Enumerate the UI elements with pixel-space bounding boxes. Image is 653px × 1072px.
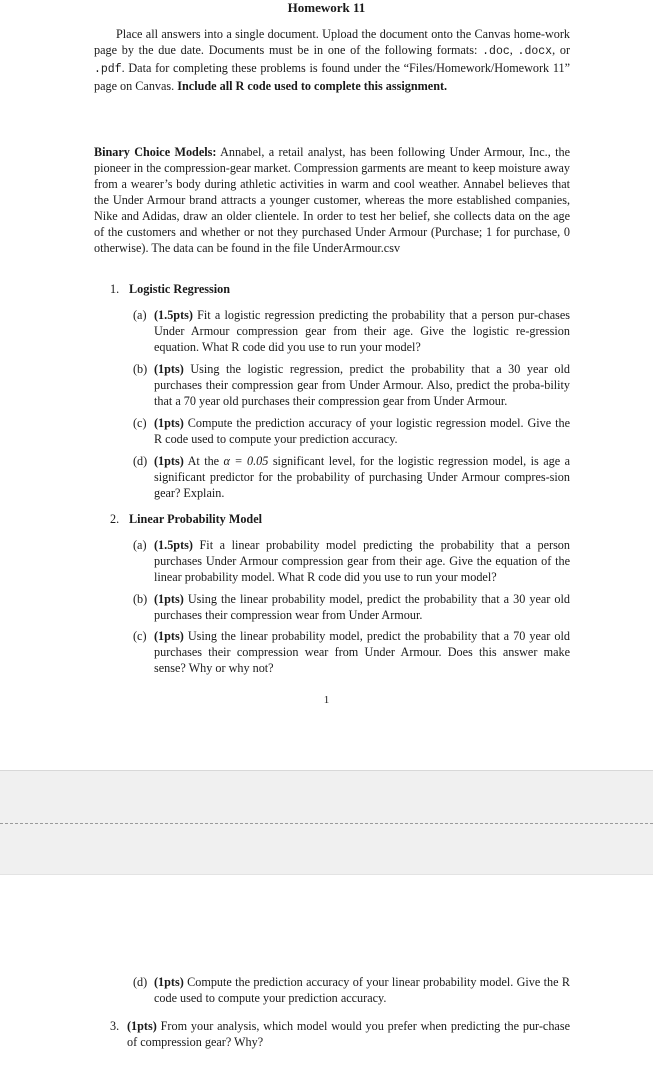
page-2 bbox=[0, 874, 653, 1072]
question-1a: (a) (1.5pts) Fit a logistic regression predicting the probability that a person pur-chases Under Armour compression gear from their age. Give the logistic re-gression equation. What R code did you use to run your model? bbox=[133, 308, 570, 354]
question-2c: (c) (1pts) Using the linear probability model, predict the probability that a 70 year old purchases their compression wear from Under Armour. Does this answer make sense? Why or why not? bbox=[133, 629, 570, 675]
binary-choice-paragraph bbox=[94, 144, 570, 256]
binary-choice-body: Annabel, a retail analyst, has been following Under Armour, Inc., the pioneer in the compression-gear market. Compression garments are meant to keep moisture away from a wearer’s body during athletic activities in warm and cool weather. Annabel believes that the Under Armour brand attracts a younger customer, whereas the more established companies, Nike and Adidas, draw an older clientele. In order to test her belief, she collects data on the age of the customers and whether or not they purchased Under Armour (Purchase; 1 for purchase, 0 otherwise). The data can be found in the file UnderArmour.csv bbox=[94, 145, 570, 255]
section-2-heading: 2. Linear Probability Model bbox=[110, 512, 262, 526]
instructions-paragraph: Place all answers into a single document. Upload the document onto the Canvas home-work page by the due date. Documents must be in one of the following formats: .doc, .docx, or .pdf. Data for completing these problems is found under the “Files/Homework/Homework 11” page on Canvas. Include all R code used to complete this assignment. bbox=[94, 27, 570, 93]
question-2b: (b) (1pts) Using the linear probability model, predict the probability that a 30 year old purchases their compression wear from Under Armour. bbox=[133, 592, 570, 622]
binary-choice-heading: Binary Choice Models: bbox=[94, 145, 217, 159]
instructions-text-1: Place all answers into a single document. Upload the document onto the Canvas home-work page by the due date. Documents must be in one of the following formats: bbox=[94, 27, 570, 57]
format-doc: .doc bbox=[482, 45, 510, 58]
question-2d: (d) (1pts) Compute the prediction accuracy of your linear probability model. Give the R code used to compute your prediction accuracy. bbox=[133, 975, 570, 1005]
section-1-heading: 1. Logistic Regression bbox=[110, 282, 231, 296]
section-2-title: Linear Probability Model bbox=[129, 512, 262, 526]
document-title: Homework 11 bbox=[287, 0, 366, 15]
page-break-gap bbox=[0, 770, 653, 875]
page-break-divider bbox=[0, 823, 653, 824]
format-pdf: .pdf bbox=[94, 63, 122, 76]
page-number: 1 bbox=[323, 694, 330, 706]
question-3: 3. (1pts) From your analysis, which model would you prefer when predicting the pur-chase of compression gear? Why? bbox=[110, 1019, 570, 1049]
question-1b: (b) (1pts) Using the logistic regression, predict the probability that a 30 year old purchases their compression gear from Under Armour. Also, predict the proba-bility that a 70 year old purchases their compression gear from Under Armour. bbox=[133, 362, 570, 408]
instructions-bold-note: Include all R code used to complete this assignment. bbox=[177, 79, 448, 93]
format-docx: .docx bbox=[517, 45, 553, 58]
question-1d: (d) (1pts) At the α = 0.05 significant level, for the logistic regression model, is age a significant predictor for the probability of purchasing Under Armour compres-sion gear? Explain. bbox=[133, 454, 571, 500]
alpha-expression: α = 0.05 bbox=[223, 454, 269, 468]
question-2a: (a) (1.5pts) Fit a linear probability model predicting the probability that a person purchases Under Armour compression gear from their age. Give the equation of the linear probability model. What R code did you use to run your model? bbox=[133, 538, 570, 584]
question-1c: (c) (1pts) Compute the prediction accuracy of your logistic regression model. Give the R code used to compute your prediction accuracy. bbox=[133, 416, 570, 446]
section-1-title: Logistic Regression bbox=[129, 282, 231, 296]
instructions-text-2: . Data for completing these problems is found under the “Files/Homework/Homework 11” page on Canvas. bbox=[94, 61, 570, 93]
